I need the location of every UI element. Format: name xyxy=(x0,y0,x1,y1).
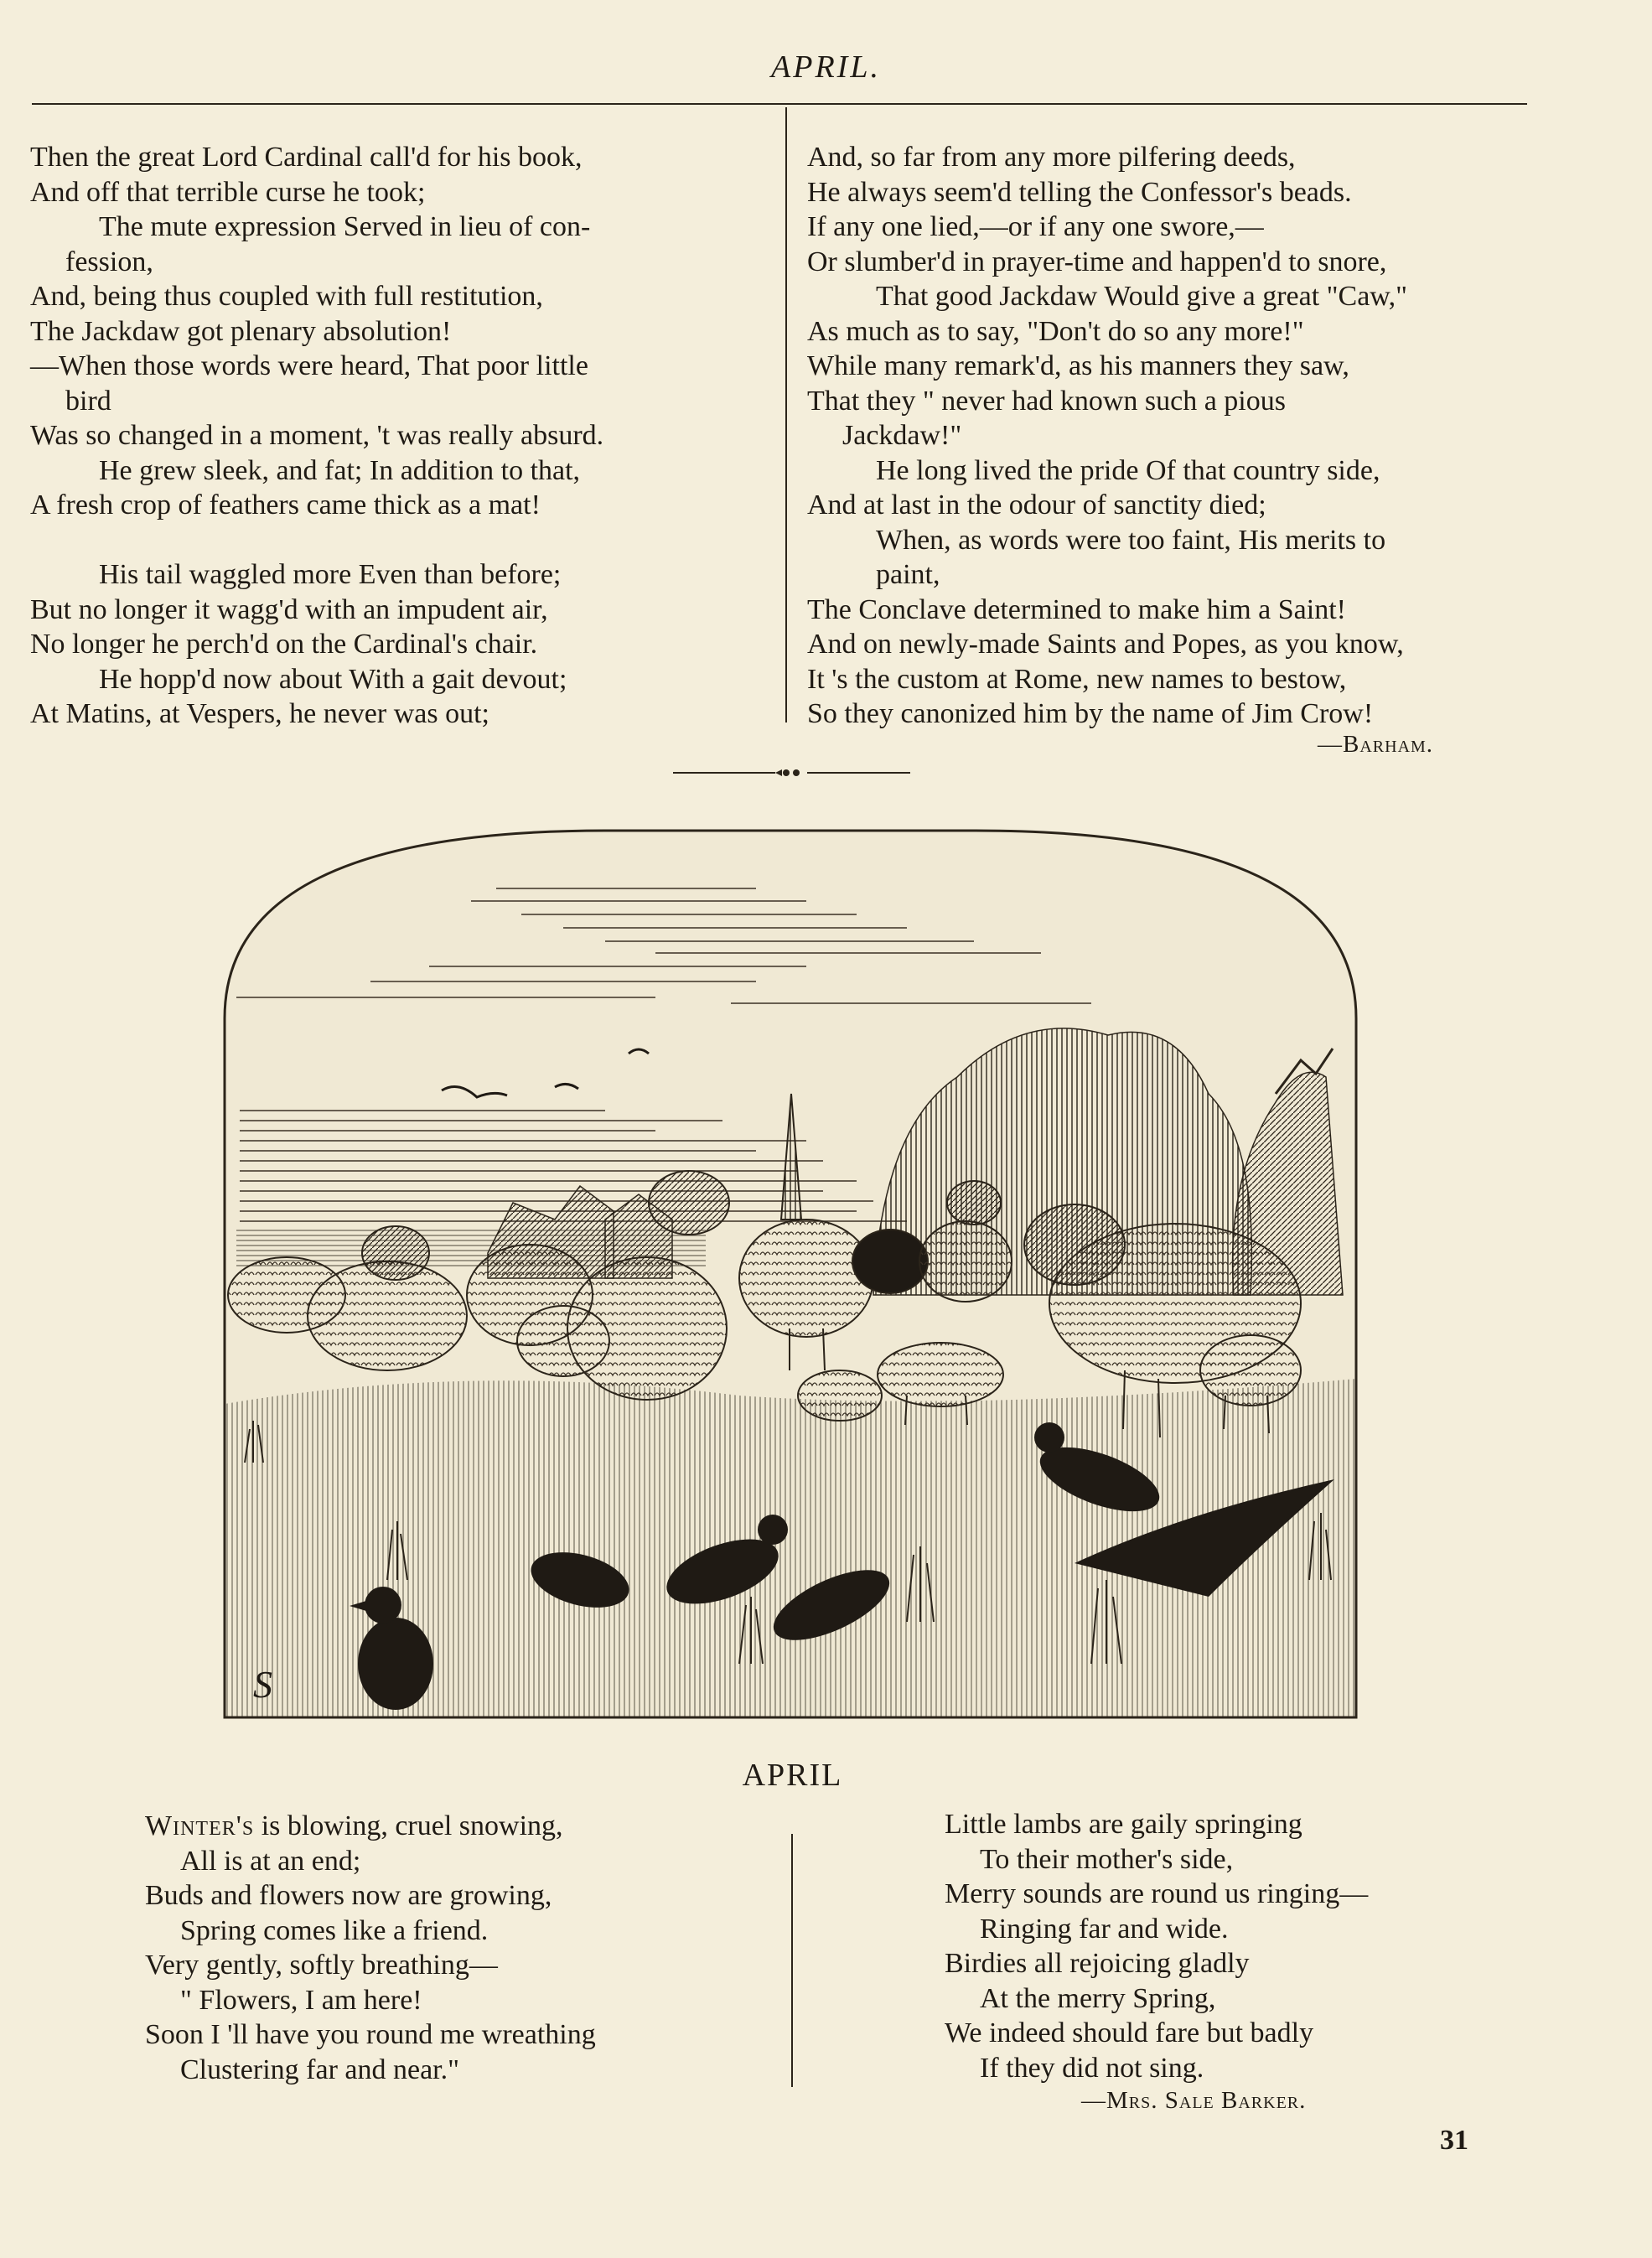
verse-line: Clustering far and near." xyxy=(180,2053,459,2085)
verse-line: While many remark'd, as his manners they saw, xyxy=(807,350,1349,381)
verse-line: It 's the custom at Rome, new names to bestow, xyxy=(807,663,1347,695)
verse-line: fession, xyxy=(65,246,153,277)
verse-line: Very gently, softly breathing— xyxy=(145,1950,498,1981)
verse-line: And at last in the odour of sanctity died; xyxy=(807,489,1266,520)
verse-line: And, so far from any more pilfering deeds, xyxy=(807,142,1296,173)
column-divider xyxy=(785,107,787,722)
verse-line: The Conclave determined to make him a Saint! xyxy=(807,593,1346,625)
verse-line xyxy=(145,1809,596,1844)
verse-line: Little lambs are gaily springing xyxy=(945,1809,1302,1840)
verse-line: He grew sleek, and fat; In addition to that, xyxy=(99,454,581,486)
verse-line: Or slumber'd in prayer-time and happen'd to snore, xyxy=(807,246,1387,277)
verse-line: Birdies all rejoicing gladly xyxy=(945,1948,1250,1979)
section-ornament xyxy=(673,764,910,781)
april-right-column xyxy=(945,1807,1368,2085)
verse-line: Ringing far and wide. xyxy=(980,1913,1229,1945)
verse-line: At the merry Spring, xyxy=(980,1982,1216,2014)
verse-line: At Matins, at Vespers, he never was out; xyxy=(30,698,489,729)
verse-line: And off that terrible curse he took; xyxy=(30,176,426,208)
verse-line: He long lived the pride Of that country side, xyxy=(876,454,1380,486)
april-left-column xyxy=(145,1809,596,2087)
verse-line: —When those words were heard, That poor little xyxy=(30,350,588,381)
verse-line: And, being thus coupled with full restitution, xyxy=(30,281,543,312)
verse-line: When, as words were too faint, His merits to xyxy=(876,524,1386,556)
verse-line: Spring comes like a friend. xyxy=(180,1914,489,1946)
verse-line: If any one lied,—or if any one swore,— xyxy=(807,211,1264,242)
verse-line: A fresh crop of feathers came thick as a mat! xyxy=(30,489,541,520)
column-divider xyxy=(791,1834,793,2087)
verse-line: But no longer it wagg'd with an impudent air, xyxy=(30,593,548,625)
verse-line: All is at an end; xyxy=(180,1845,361,1877)
verse-line-text: is blowing, cruel snowing, xyxy=(261,1810,563,1841)
engraver-monogram: S xyxy=(253,1663,272,1706)
page-number: 31 xyxy=(1440,2125,1468,2156)
verse-line: Then the great Lord Cardinal call'd for his book, xyxy=(30,142,583,173)
verse-line: That they " never had known such a pious xyxy=(807,385,1286,417)
jackdaw-left-column xyxy=(30,140,603,732)
verse-line: So they canonized him by the name of Jim Crow! xyxy=(807,698,1374,729)
verse-line: Buds and flowers now are growing, xyxy=(145,1880,552,1911)
april-author: —Mrs. Sale Barker. xyxy=(1081,2087,1307,2114)
april-poem-title: APRIL xyxy=(742,1758,843,1793)
verse-line: We indeed should fare but badly xyxy=(945,2017,1314,2048)
verse-line: And on newly-made Saints and Popes, as you know, xyxy=(807,629,1404,660)
sheep-and-crows-engraving xyxy=(220,826,1361,1724)
verse-line: His tail waggled more Even than before; xyxy=(99,559,562,590)
verse-line: He hopp'd now about With a gait devout; xyxy=(99,663,567,695)
verse-line: No longer he perch'd on the Cardinal's chair. xyxy=(30,629,538,660)
jackdaw-right-column xyxy=(807,140,1407,732)
verse-line: The Jackdaw got plenary absolution! xyxy=(30,315,452,347)
header-rule xyxy=(32,103,1527,105)
verse-line: Soon I 'll have you round me wreathing xyxy=(145,2019,596,2050)
verse-line: The mute expression Served in lieu of con- xyxy=(99,211,591,242)
verse-line: bird xyxy=(65,385,111,417)
verse-line: " Flowers, I am here! xyxy=(180,1984,422,2016)
verse-line: He always seem'd telling the Confessor's beads. xyxy=(807,176,1352,208)
verse-line: Was so changed in a moment, 't was really absurd. xyxy=(30,420,604,451)
verse-line: If they did not sing. xyxy=(980,2052,1204,2084)
verse-line: Merry sounds are round us ringing— xyxy=(945,1878,1369,1909)
verse-line: paint, xyxy=(876,559,940,590)
jackdaw-author: —Barham. xyxy=(1318,731,1434,758)
first-word: Winter's xyxy=(145,1810,255,1841)
running-head: APRIL. xyxy=(771,49,881,85)
verse-line: To their mother's side, xyxy=(980,1843,1234,1875)
stanza-break xyxy=(30,523,603,558)
verse-line: Jackdaw!" xyxy=(842,420,962,451)
verse-line: That good Jackdaw Would give a great "Caw," xyxy=(876,281,1408,312)
verse-line: As much as to say, "Don't do so any more!" xyxy=(807,315,1304,347)
